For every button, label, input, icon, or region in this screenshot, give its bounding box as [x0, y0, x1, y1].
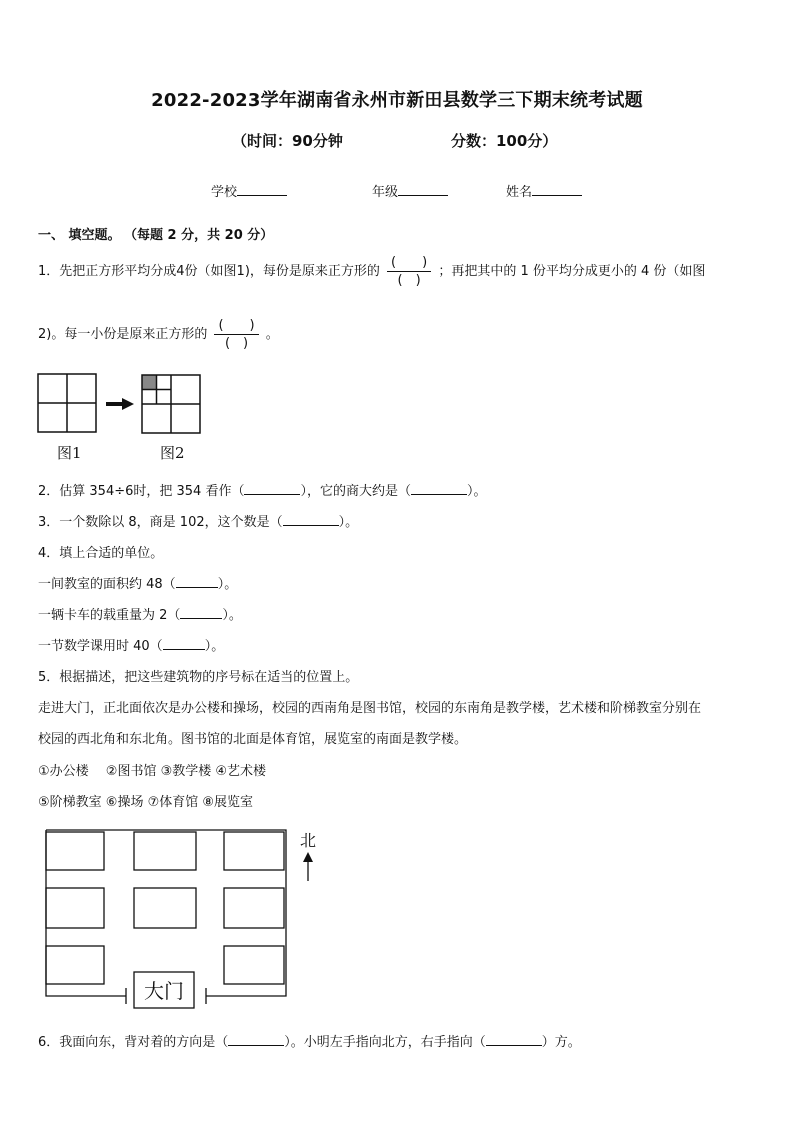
figure-2-caption: 图2	[160, 444, 185, 462]
question-1-line2	[38, 317, 279, 352]
q5-campus-map	[36, 826, 336, 1016]
q4-line-1	[38, 573, 237, 592]
q1-figures	[36, 372, 206, 436]
q4-line3-text-b: ）。	[204, 639, 225, 654]
question-2	[38, 480, 487, 499]
q1-fraction-2[interactable]	[214, 317, 258, 352]
school-label: 学校	[211, 185, 238, 200]
school-blank[interactable]	[237, 183, 287, 196]
q3-text-b: ）。	[338, 515, 359, 530]
building-slot-nw[interactable]	[46, 832, 104, 870]
q4-line2-text-a: 一辆卡车的载重量为 2（	[38, 608, 181, 623]
q5-options-1: ①办公楼 ②图书馆 ③教学楼 ④艺术楼	[38, 764, 267, 779]
figure-1-caption: 图1	[57, 444, 82, 462]
q1-frac2-numerator[interactable]: ( )	[214, 317, 258, 335]
question-5-stem: 5．根据描述，把这些建筑物的序号标在适当的位置上。	[38, 670, 359, 685]
q4-line2-text-b: ）。	[222, 608, 242, 623]
name-blank[interactable]	[532, 183, 582, 196]
figure-1-square	[38, 374, 96, 432]
exam-time: （时间：90分钟	[232, 132, 343, 150]
campus-wall	[46, 830, 286, 996]
q4-line1-text-b: ）。	[217, 577, 238, 592]
question-4-stem: 4．填上合适的单位。	[38, 546, 164, 561]
q4-blank-3[interactable]	[163, 637, 205, 650]
grade-field[interactable]	[372, 181, 448, 200]
name-field[interactable]	[506, 181, 582, 200]
school-field[interactable]	[211, 181, 287, 200]
q1-frac1-denominator[interactable]: ( )	[397, 273, 421, 288]
q1-text-b: ；再把其中的 1 份平均分成更小的 4 份（如图	[438, 264, 706, 279]
campus-wall-west	[46, 830, 126, 996]
q6-text-c: ）方。	[541, 1035, 581, 1050]
q4-line-2	[38, 604, 242, 623]
q1-fraction-1[interactable]	[387, 254, 431, 289]
q1-text-c: 2)。每一小份是原来正方形的	[38, 327, 208, 342]
q6-text-b: ）。小明左手指向北方，右手指向（	[284, 1035, 486, 1050]
q5-description-2: 校园的西北角和东北角。图书馆的北面是体育馆，展览室的南面是教学楼。	[38, 732, 468, 747]
q1-frac1-numerator[interactable]: ( )	[387, 254, 431, 272]
section-heading	[38, 224, 273, 243]
north-label: 北	[299, 831, 317, 850]
section-note: （每题 2 分，共 20 分）	[130, 228, 274, 243]
exam-score: 分数：100分）	[451, 132, 558, 150]
arrow-right-icon	[106, 398, 134, 410]
section-title: 一、 填空题。	[38, 228, 121, 243]
question-3	[38, 511, 358, 530]
q2-blank-2[interactable]	[411, 482, 467, 495]
q5-options-2: ⑤阶梯教室 ⑥操场 ⑦体育馆 ⑧展览室	[38, 795, 254, 810]
question-6	[38, 1031, 581, 1050]
q3-text-a: 3．一个数除以 8，商是 102，这个数是（	[38, 515, 283, 530]
q4-line3-text-a: 一节数学课用时 40（	[38, 639, 163, 654]
north-arrow-icon	[303, 852, 313, 881]
building-slot-sw[interactable]	[46, 946, 104, 984]
q4-line1-text-a: 一间教室的面积约 48（	[38, 577, 176, 592]
q5-description-1: 走进大门，正北面依次是办公楼和操场，校园的西南角是图书馆，校园的东南角是教学楼，艺术楼和阶梯教室分别在	[38, 701, 702, 716]
question-1-line1	[38, 254, 705, 289]
gate-label: 大门	[144, 979, 184, 1003]
building-slot-se[interactable]	[224, 946, 284, 984]
name-label: 姓名	[506, 185, 533, 200]
page-title: 2022-2023学年湖南省永州市新田县数学三下期末统考试题	[151, 90, 643, 111]
q4-line-3	[38, 635, 224, 654]
building-slot-n[interactable]	[134, 832, 196, 870]
q3-blank[interactable]	[283, 513, 339, 526]
building-slot-ne[interactable]	[224, 832, 284, 870]
q1-text-d: 。	[265, 327, 279, 342]
grade-blank[interactable]	[398, 183, 448, 196]
q6-blank-2[interactable]	[486, 1033, 542, 1046]
building-slot-w[interactable]	[46, 888, 104, 928]
figure-2-square	[142, 375, 200, 433]
q1-frac2-denominator[interactable]: ( )	[224, 336, 249, 351]
q6-blank-1[interactable]	[228, 1033, 284, 1046]
q2-text-c: ）。	[466, 484, 487, 499]
building-slot-center[interactable]	[134, 888, 196, 928]
q6-text-a: 6．我面向东，背对着的方向是（	[38, 1035, 229, 1050]
building-slot-e[interactable]	[224, 888, 284, 928]
q4-blank-2[interactable]	[180, 606, 222, 619]
q1-text-a: 1．先把正方形平均分成4份（如图1)，每份是原来正方形的	[38, 264, 380, 279]
q2-blank-1[interactable]	[244, 482, 300, 495]
grade-label: 年级	[372, 185, 399, 200]
q2-text-a: 2．估算 354÷6时，把 354 看作（	[38, 484, 245, 499]
q2-text-b: ），它的商大约是（	[300, 484, 411, 499]
q4-blank-1[interactable]	[176, 575, 218, 588]
